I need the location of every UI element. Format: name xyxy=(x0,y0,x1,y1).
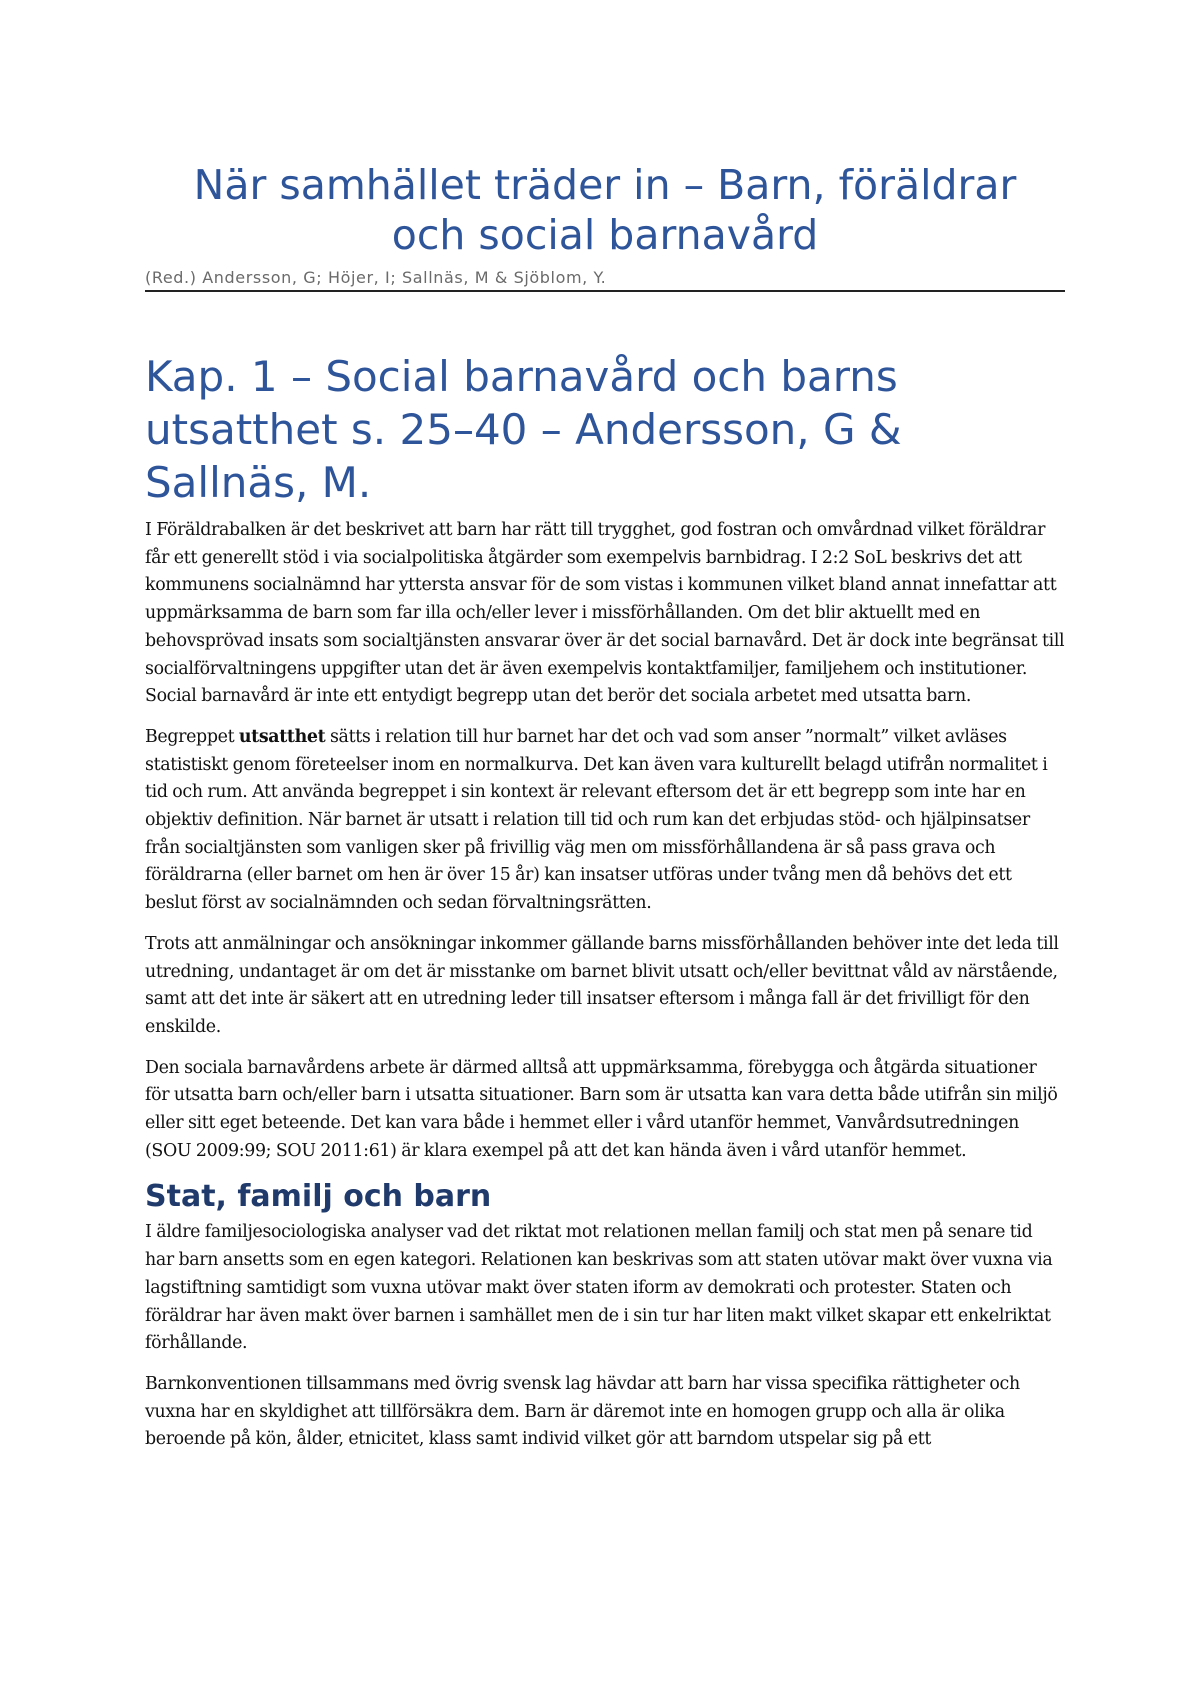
document-subtitle: (Red.) Andersson, G; Höjer, I; Sallnäs, M & Sjöblom, Y. xyxy=(145,268,1065,292)
chapter-heading-line3: Sallnäs, M. xyxy=(145,458,372,507)
chapter-paragraph-1: I Föräldrabalken är det beskrivet att barn har rätt till trygghet, god fostran och omvårdnad vilket föräldrar får ett generellt stöd i via socialpolitiska åtgärder som exempelvis barnbidrag. I 2:2 SoL beskrivs det att kommunens socialnämnd har yttersta ansvar för de som vistas i kommunen vilket bland annat innefattar att uppmärksamma de barn som far illa och/eller lever i missförhållanden. Om det blir aktuellt med en behovsprövad insats som socialtjänsten ansvarar över är det social barnavård. Det är dock inte begränsat till socialförvaltningens uppgifter utan det är även exempelvis kontaktfamiljer, familjehem och institutioner. Social barnavård är inte ett entydigt begrepp utan det berör det sociala arbetet med utsatta barn. xyxy=(145,520,1065,707)
term-utsatthet: utsatthet xyxy=(238,726,326,747)
paragraph-2-rest: sätts i relation till hur barnet har det och vad som anser ”normalt” vilket avläses statistiskt genom företeelser inom en normalkurva. Det kan även vara kulturellt belagd utifrån normalitet i tid och rum. Att använda begreppet i sin kontext är relevant eftersom det är ett begrepp som inte har en objektiv definition. När barnet är utsatt i relation till tid och rum kan det erbjudas stöd- och hjälpinsatser från socialtjänsten som vanligen sker på frivillig väg men om missförhållandena är så pass grava och föräldrarna (eller barnet om hen är över 15 år) kan insatser utföras under tvång men då behövs det ett beslut först av socialnämnden och sedan förvaltningsrätten. xyxy=(145,726,1048,914)
section-paragraph-1: I äldre familjesociologiska analyser vad det riktat mot relationen mellan familj och stat men på senare tid har barn ansetts som en egen kategori. Relationen kan beskrivas som att staten utövar makt över vuxna via lagstiftning samtidigt som vuxna utövar makt över staten iform av demokrati och protester. Staten och föräldrar har även makt över barnen i samhället men de i sin tur har liten makt vilket skapar ett enkelriktat förhållande. xyxy=(145,1222,1053,1354)
document-title-line2: och social barnavård xyxy=(391,211,819,259)
chapter-paragraph-3: Trots att anmälningar och ansökningar inkommer gällande barns missförhållanden behöver inte det leda till utredning, undantaget är om det är misstanke om barnet blivit utsatt och/eller bevittnat våld av närstående, samt att det inte är säkert att en utredning leder till insatser eftersom i många fall är det frivilligt för den enskilde. xyxy=(145,933,1059,1037)
document-page xyxy=(145,160,1065,1467)
section-heading: Stat, familj och barn xyxy=(145,1179,492,1215)
chapter-paragraph-2 xyxy=(145,724,1065,918)
document-title xyxy=(145,160,1065,260)
chapter-heading-line1: Kap. 1 – Social barnavård och barns xyxy=(145,352,898,401)
chapter-heading xyxy=(145,350,1065,509)
paragraph-2-start: Begreppet xyxy=(145,726,239,747)
section-paragraph-2: Barnkonventionen tillsammans med övrig svensk lag hävdar att barn har vissa specifika rättigheter och vuxna har en skyldighet att tillförsäkra dem. Barn är däremot inte en homogen grupp och alla är olika beroende på kön, ålder, etnicitet, klass samt individ vilket gör att barndom utspelar sig på ett xyxy=(145,1373,1020,1450)
document-title-line1: När samhället träder in – Barn, föräldrar xyxy=(193,161,1017,209)
chapter-heading-line2: utsatthet s. 25–40 – Andersson, G & xyxy=(145,405,902,454)
chapter-paragraph-4: Den sociala barnavårdens arbete är därmed alltså att uppmärksamma, förebygga och åtgärda situationer för utsatta barn och/eller barn i utsatta situationer. Barn som är utsatta kan vara detta både utifrån sin miljö eller sitt eget beteende. Det kan vara både i hemmet eller i vård utanför hemmet, Vanvårdsutredningen (SOU 2009:99; SOU 2011:61) är klara exempel på att det kan hända även i vård utanför hemmet. xyxy=(145,1057,1058,1161)
